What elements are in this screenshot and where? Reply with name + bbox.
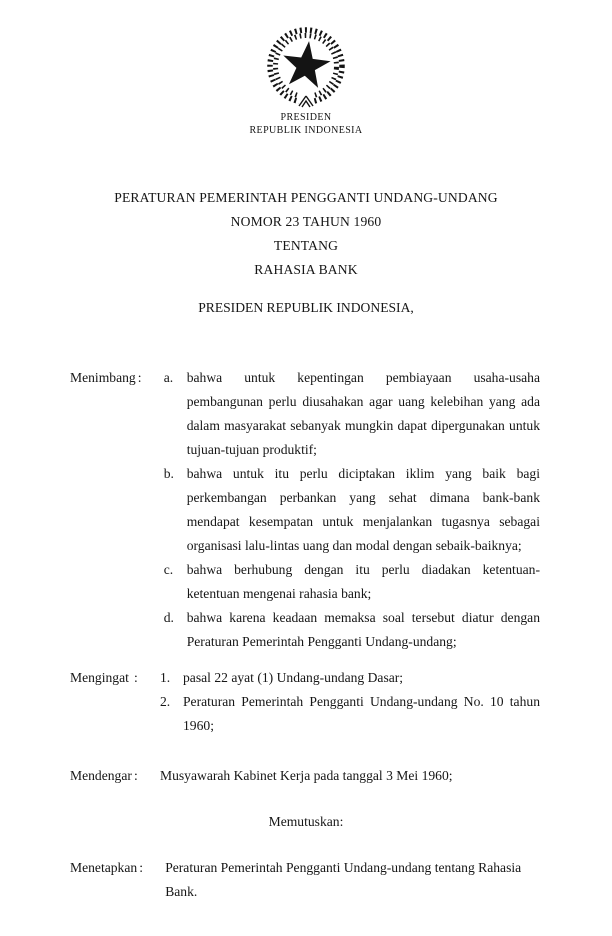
title-line-subject: RAHASIA BANK [254,262,358,277]
section-mendengar [0,764,612,788]
section-text: Peraturan Pemerintah Pengganti Undang-undang tentang Rahasia Bank. [165,860,522,899]
section-menetapkan [0,856,612,904]
list-item [160,690,540,738]
section-label: Menetapkan [70,860,138,875]
star-in-wreath-emblem-icon [254,26,358,110]
list-item-marker: 2. [160,694,171,709]
list-item-text: bahwa karena keadaan memaksa soal tersebut diatur dengan Peraturan Pemerintah Pengganti Undang-undang; [186,610,540,649]
list-item-text: Peraturan Pemerintah Pengganti Undang-undang No. 10 tahun 1960; [183,694,540,733]
list-item-marker: c. [163,562,174,577]
letterhead-presiden: PRESIDEN [280,112,332,123]
section-colon: : [137,370,142,385]
section-content [164,366,540,654]
list-item-text: pasal 22 ayat (1) Undang-undang Dasar; [183,670,404,685]
list-item-text: bahwa berhubung dengan itu perlu diadakan ketentuan-ketentuan mengenai rahasia bank; [186,562,540,601]
letterhead [0,112,612,137]
title-line-tentang: TENTANG [273,238,339,253]
list-item-marker: d. [163,610,174,625]
salutation: PRESIDEN REPUBLIK INDONESIA, [198,300,414,315]
section-label: Mendengar [70,768,132,783]
list-item [164,462,540,558]
list-item-text: bahwa untuk kepentingan pembiayaan usaha-usaha pembangunan perlu diusahakan agar uang kelebihan yang ada dalam masyarakat sebanyak mungkin dapat dipergunakan untuk tujuan-tujuan produktif; [186,370,540,457]
title-line-regulation-type: PERATURAN PEMERINTAH PENGGANTI UNDANG-UNDANG [114,190,498,205]
emblem-container [0,0,612,110]
section-colon: : [134,768,138,783]
section-mengingat [0,666,612,738]
list-item-marker: b. [163,466,174,481]
section-colon: : [134,670,138,685]
section-label: Mengingat [70,670,129,685]
section-colon: : [139,860,143,875]
title-line-number-year: NOMOR 23 TAHUN 1960 [230,214,382,229]
section-label: Menimbang [70,370,136,385]
section-text: Musyawarah Kabinet Kerja pada tanggal 3 Mei 1960; [160,768,453,783]
list-item [160,666,540,690]
list-item [164,606,540,654]
list-item-text: bahwa untuk itu perlu diciptakan iklim yang baik bagi perkembangan perbankan yang sehat dimana bank-bank mendapat kesempatan untuk menjalankan tugasnya sebagai organisasi lalu-lintas uang dan modal dengan sebaik-baiknya; [186,466,540,553]
list-item [164,558,540,606]
list-item [164,366,540,462]
list-item-marker: a. [163,370,174,385]
document-title [0,186,612,282]
section-menimbang [0,366,612,654]
section-content [160,666,540,738]
list-item-marker: 1. [160,670,171,685]
letterhead-republik-indonesia: REPUBLIK INDONESIA [249,124,363,136]
memutuskan-heading: Memutuskan: [268,814,344,829]
